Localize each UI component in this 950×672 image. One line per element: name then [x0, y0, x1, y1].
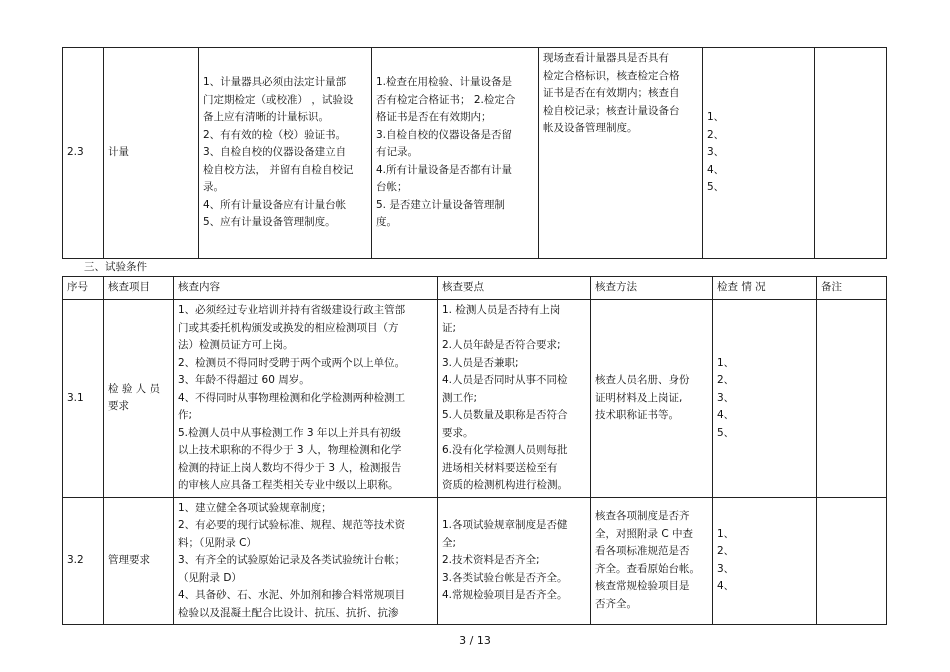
- section-title: 三、试验条件: [84, 261, 147, 273]
- content-line: 检自校方法， 并留有自检自校记: [203, 163, 354, 176]
- points-line: 3.人员是否兼职;: [442, 356, 519, 369]
- table-row-3-2: [63, 497, 887, 625]
- header-item: 核查项目: [104, 277, 174, 300]
- method-line: 帐及设备管理制度。: [543, 122, 638, 134]
- content-line: （见附录 D）: [178, 571, 242, 584]
- content-line: 3、年龄不得超过 60 周岁。: [178, 374, 310, 386]
- points-line: 格证书是否在有效期内；: [376, 111, 492, 124]
- points-line: 全;: [442, 536, 457, 549]
- remark-cell: [817, 300, 887, 498]
- status-line: 3、: [717, 391, 735, 404]
- points-line: 台帐；: [376, 181, 408, 194]
- points-line: 有记录。: [376, 146, 418, 159]
- remark-cell: [817, 497, 887, 625]
- content-line: 1、建立健全各项试验规章制度；: [178, 501, 332, 514]
- points-line: 1.检查在用检验、计量设备是: [376, 76, 513, 89]
- status-line: 3、: [717, 562, 735, 575]
- check-content-cell: [199, 48, 372, 259]
- inspection-table-part-2: [62, 276, 887, 625]
- content-line: 法）检测员证方可上岗。: [178, 339, 294, 351]
- content-line: 3、有齐全的试验原始记录及各类试验统计台帐；: [178, 554, 406, 566]
- check-content-cell: [174, 497, 438, 625]
- header-num: 序号: [63, 277, 104, 300]
- check-status-cell: [713, 300, 817, 498]
- content-line: 2、检测员不得同时受聘于两个或两个以上单位。: [178, 356, 406, 369]
- content-line: 4、具备砂、石、水泥、外加剂和掺合料常规项目: [178, 589, 406, 601]
- points-line: 度。: [376, 216, 397, 229]
- points-line: 2.人员年龄是否符合要求;: [442, 339, 561, 351]
- table-row-2-3: [63, 48, 887, 259]
- status-line: 1、: [717, 527, 735, 540]
- header-points: 核查要点: [438, 277, 591, 300]
- points-line: 1. 检测人员是否持有上岗: [442, 304, 561, 316]
- check-points-cell: [438, 300, 591, 498]
- method-line: 检自校记录；核查计量设备台: [543, 104, 680, 117]
- method-line: 看各项标准规范是否: [595, 545, 690, 558]
- points-line: 4.所有计量设备是否都有计量: [376, 163, 513, 176]
- method-line: 证书是否在有效期内；核查自: [543, 87, 680, 99]
- points-line: 否有检定合格证书； 2.检定合: [376, 93, 516, 106]
- header-method: 核查方法: [591, 277, 713, 300]
- points-line: 进场相关材料要送检至有: [442, 461, 558, 474]
- status-line: 5、: [707, 181, 725, 194]
- check-item-cell: [104, 300, 174, 498]
- method-line: 技术职称证书等。: [595, 409, 679, 421]
- method-line: 核查常规检验项目是: [595, 580, 690, 593]
- status-line: 4、: [707, 163, 725, 176]
- points-line: 3.各类试验台帐是否齐全。: [442, 571, 568, 584]
- header-remark: 备注: [817, 277, 887, 300]
- method-line: 齐全。查看原始台帐。: [595, 562, 700, 575]
- method-line: 证明材料及上岗证,: [595, 391, 683, 404]
- status-line: 1、: [717, 356, 735, 369]
- content-line: 1、计量器具必须由法定计量部: [203, 76, 347, 89]
- status-line: 4、: [717, 409, 735, 421]
- method-line: 否齐全。: [595, 597, 637, 610]
- status-line: 2、: [717, 545, 735, 558]
- content-line: 料；（见附录 C）: [178, 536, 257, 549]
- check-points-cell: [372, 48, 539, 259]
- method-line: 全，对照附录 C 中查: [595, 527, 694, 540]
- points-line: 资质的检测机构进行检测。: [442, 479, 568, 491]
- points-line: 5.人员数量及职称是否符合: [442, 409, 568, 421]
- row-number-cell: 2.3: [63, 48, 104, 259]
- method-line: 现场查看计量器具是否具有: [543, 52, 669, 64]
- content-line: 4、所有计量设备应有计量台帐: [203, 198, 347, 211]
- row-number-cell: 3.2: [63, 497, 104, 625]
- status-line: 2、: [707, 128, 725, 141]
- header-content: 核查内容: [174, 277, 438, 300]
- content-line: 检验以及混凝土配合比设计、抗压、抗折、抗渗: [178, 606, 399, 619]
- method-line: 核查人员名册、身份: [595, 374, 690, 386]
- content-line: 5、应有计量设备管理制度。: [203, 216, 336, 229]
- points-line: 4.人员是否同时从事不同检: [442, 374, 568, 386]
- check-item-cell: 计量: [104, 48, 199, 259]
- inspection-table-part-1: [62, 47, 887, 259]
- points-line: 测工作;: [442, 391, 478, 404]
- row-number-cell: 3.1: [63, 300, 104, 498]
- points-line: 要求。: [442, 426, 474, 439]
- content-line: 3、自检自校的仪器设备建立自: [203, 146, 347, 159]
- points-line: 证;: [442, 321, 457, 334]
- status-line: 1、: [707, 111, 725, 124]
- content-line: 门或其委托机构颁发或换发的相应检测项目（方: [178, 321, 399, 334]
- check-item-cell: 管理要求: [104, 497, 174, 625]
- table-row-3-1: [63, 300, 887, 498]
- check-method-cell: [539, 48, 703, 259]
- points-line: 3.自检自校的仪器设备是否留: [376, 128, 513, 141]
- page-number: 3 / 13: [459, 634, 491, 647]
- content-line: 的审核人应具备工程类相关专业中级以上职称。: [178, 479, 399, 491]
- points-line: 6.没有化学检测人员则每批: [442, 444, 568, 456]
- header-status: 检查 情 况: [713, 277, 817, 300]
- content-line: 1、必须经过专业培训并持有省级建设行政主管部: [178, 304, 406, 316]
- item-line: 检 验 人 员: [108, 382, 161, 395]
- status-line: 3、: [707, 146, 725, 159]
- table-header-row: [63, 277, 887, 300]
- content-line: 2、有有效的检（校）验证书。: [203, 128, 347, 141]
- points-line: 5. 是否建立计量设备管理制: [376, 198, 505, 211]
- status-line: 5、: [717, 426, 735, 439]
- content-line: 门定期检定（或校准） ，试验设: [203, 93, 354, 106]
- content-line: 录。: [203, 181, 224, 194]
- content-line: 作;: [178, 409, 193, 421]
- content-line: 4、不得同时从事物理检测和化学检测两种检测工: [178, 391, 406, 404]
- check-status-cell: [713, 497, 817, 625]
- content-line: 5.检测人员中从事检测工作 3 年以上并具有初级: [178, 426, 401, 439]
- content-line: 备上应有清晰的计量标识。: [203, 111, 329, 124]
- check-method-cell: [591, 300, 713, 498]
- check-method-cell: [591, 497, 713, 625]
- method-line: 检定合格标识，核查检定合格: [543, 69, 680, 82]
- points-line: 4.常规检验项目是否齐全。: [442, 589, 568, 601]
- method-line: 核查各项制度是否齐: [595, 510, 690, 523]
- remark-cell: [815, 48, 887, 259]
- item-line: 要求: [108, 400, 129, 413]
- check-status-cell: [703, 48, 815, 259]
- points-line: 1.各项试验规章制度是否健: [442, 519, 568, 531]
- content-line: 检测的持证上岗人数均不得少于 3 人，检测报告: [178, 461, 402, 474]
- content-line: 以上技术职称的不得少于 3 人，物理检测和化学: [178, 444, 402, 456]
- check-points-cell: [438, 497, 591, 625]
- points-line: 2.技术资料是否齐全;: [442, 554, 540, 566]
- content-line: 2、有必要的现行试验标准、规程、规范等技术资: [178, 519, 406, 531]
- status-line: 4、: [717, 580, 735, 593]
- check-content-cell: [174, 300, 438, 498]
- status-line: 2、: [717, 374, 735, 386]
